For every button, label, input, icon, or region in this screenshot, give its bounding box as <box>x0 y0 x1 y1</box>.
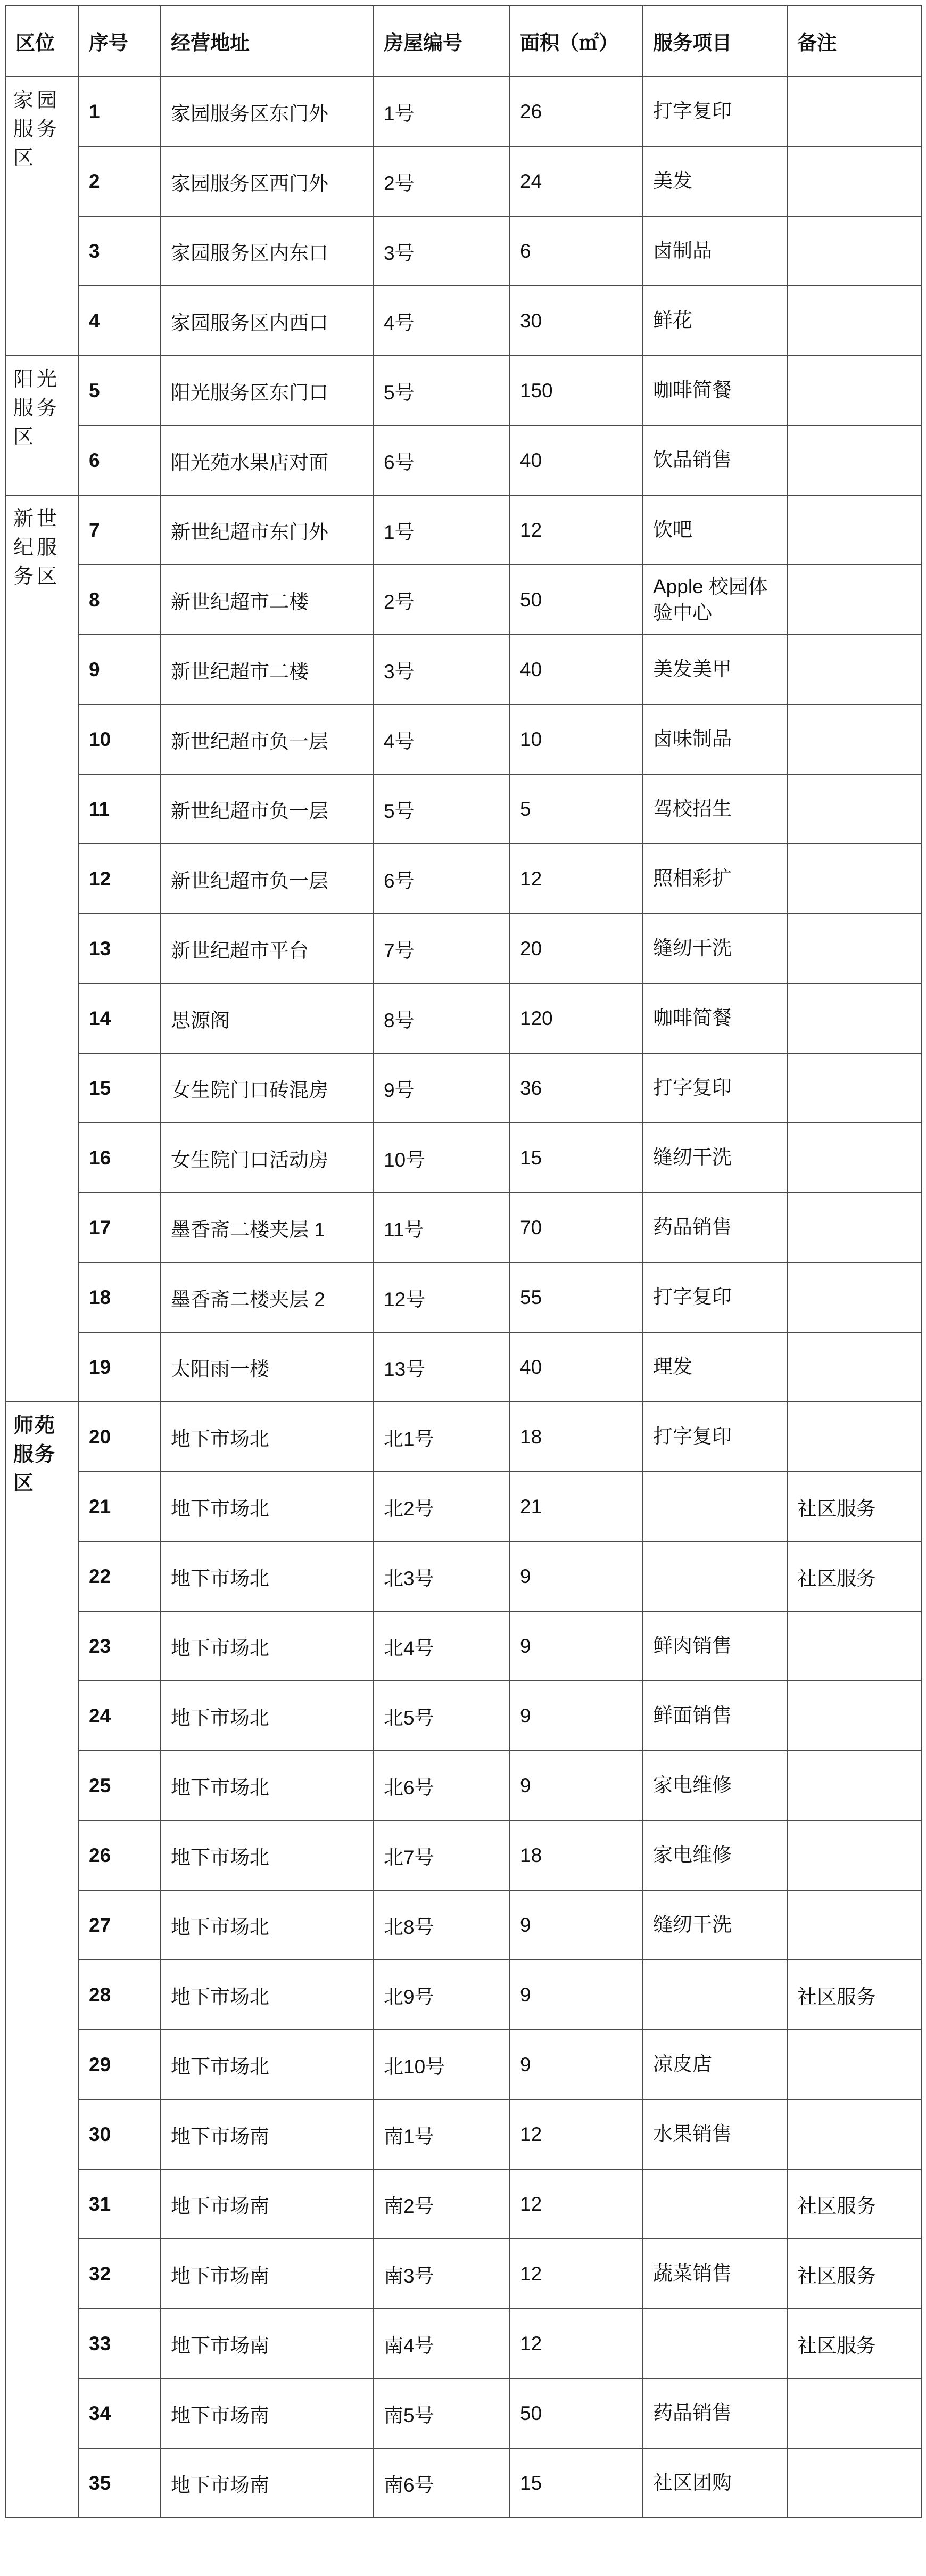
room-cell: 北4号 <box>374 1611 510 1681</box>
room-cell: 7号 <box>374 914 510 983</box>
area-cell: 6 <box>510 216 643 286</box>
room-cell: 2号 <box>374 146 510 216</box>
area-cell: 15 <box>510 2448 643 2518</box>
room-cell: 2号 <box>374 565 510 635</box>
table-row <box>5 2239 922 2309</box>
table-row <box>5 1960 922 2030</box>
service-cell: 打字复印 <box>643 77 787 146</box>
room-cell: 北1号 <box>374 1402 510 1472</box>
area-cell: 12 <box>510 2309 643 2378</box>
note-cell <box>787 1193 922 1262</box>
area-cell: 18 <box>510 1402 643 1472</box>
note-cell <box>787 914 922 983</box>
header-seq: 序号 <box>79 5 161 77</box>
note-cell <box>787 1820 922 1890</box>
area-cell: 20 <box>510 914 643 983</box>
area-cell: 9 <box>510 1751 643 1820</box>
service-cell: 饮品销售 <box>643 425 787 495</box>
address-cell: 新世纪超市二楼 <box>161 635 374 704</box>
room-cell: 10号 <box>374 1123 510 1193</box>
note-cell <box>787 2448 922 2518</box>
seq-cell: 18 <box>79 1262 161 1332</box>
area-cell: 40 <box>510 1332 643 1402</box>
area-cell: 9 <box>510 1541 643 1611</box>
note-cell <box>787 1123 922 1193</box>
room-cell: 6号 <box>374 425 510 495</box>
service-cell: 卤制品 <box>643 216 787 286</box>
seq-cell: 13 <box>79 914 161 983</box>
seq-cell: 21 <box>79 1472 161 1541</box>
service-cell: 缝纫干洗 <box>643 1890 787 1960</box>
service-cell: 缝纫干洗 <box>643 914 787 983</box>
area-cell: 21 <box>510 1472 643 1541</box>
lease-table-container <box>5 5 922 2518</box>
room-cell: 8号 <box>374 983 510 1053</box>
seq-cell: 24 <box>79 1681 161 1751</box>
room-cell: 北7号 <box>374 1820 510 1890</box>
seq-cell: 4 <box>79 286 161 356</box>
room-cell: 北10号 <box>374 2030 510 2099</box>
lease-table <box>5 5 922 2518</box>
seq-cell: 16 <box>79 1123 161 1193</box>
room-cell: 北9号 <box>374 1960 510 2030</box>
region-cell: 阳光服务区 <box>5 356 79 495</box>
service-cell: 打字复印 <box>643 1053 787 1123</box>
area-cell: 120 <box>510 983 643 1053</box>
area-cell: 150 <box>510 356 643 425</box>
table-row <box>5 1472 922 1541</box>
seq-cell: 23 <box>79 1611 161 1681</box>
address-cell: 地下市场北 <box>161 1820 374 1890</box>
room-cell: 南3号 <box>374 2239 510 2309</box>
note-cell <box>787 286 922 356</box>
note-cell <box>787 635 922 704</box>
note-cell <box>787 2099 922 2169</box>
room-cell: 北2号 <box>374 1472 510 1541</box>
table-row <box>5 356 922 425</box>
note-cell <box>787 495 922 565</box>
header-region: 区位 <box>5 5 79 77</box>
note-cell: 社区服务 <box>787 1960 922 2030</box>
area-cell: 9 <box>510 1681 643 1751</box>
room-cell: 4号 <box>374 286 510 356</box>
table-row <box>5 1681 922 1751</box>
room-cell: 3号 <box>374 216 510 286</box>
table-row <box>5 774 922 844</box>
service-cell: 家电维修 <box>643 1820 787 1890</box>
area-cell: 70 <box>510 1193 643 1262</box>
area-cell: 18 <box>510 1820 643 1890</box>
seq-cell: 15 <box>79 1053 161 1123</box>
address-cell: 地下市场南 <box>161 2378 374 2448</box>
table-row <box>5 1262 922 1332</box>
table-row <box>5 2378 922 2448</box>
seq-cell: 28 <box>79 1960 161 2030</box>
service-cell: 打字复印 <box>643 1262 787 1332</box>
note-cell <box>787 1053 922 1123</box>
note-cell <box>787 1332 922 1402</box>
table-row <box>5 1751 922 1820</box>
table-row <box>5 216 922 286</box>
room-cell: 4号 <box>374 704 510 774</box>
note-cell <box>787 2030 922 2099</box>
table-row <box>5 2099 922 2169</box>
room-cell: 5号 <box>374 356 510 425</box>
service-cell: 鲜肉销售 <box>643 1611 787 1681</box>
seq-cell: 2 <box>79 146 161 216</box>
note-cell <box>787 146 922 216</box>
area-cell: 9 <box>510 1960 643 2030</box>
address-cell: 墨香斋二楼夹层 1 <box>161 1193 374 1262</box>
address-cell: 地下市场南 <box>161 2239 374 2309</box>
area-cell: 15 <box>510 1123 643 1193</box>
table-body <box>5 77 922 2518</box>
room-cell: 9号 <box>374 1053 510 1123</box>
address-cell: 地下市场北 <box>161 1960 374 2030</box>
header-service: 服务项目 <box>643 5 787 77</box>
room-cell: 南1号 <box>374 2099 510 2169</box>
address-cell: 墨香斋二楼夹层 2 <box>161 1262 374 1332</box>
region-cell: 新世纪服务区 <box>5 495 79 1402</box>
address-cell: 家园服务区内东口 <box>161 216 374 286</box>
address-cell: 地下市场北 <box>161 1402 374 1472</box>
table-row <box>5 914 922 983</box>
seq-cell: 5 <box>79 356 161 425</box>
room-cell: 南4号 <box>374 2309 510 2378</box>
address-cell: 阳光苑水果店对面 <box>161 425 374 495</box>
note-cell: 社区服务 <box>787 2169 922 2239</box>
note-cell <box>787 1402 922 1472</box>
seq-cell: 32 <box>79 2239 161 2309</box>
area-cell: 12 <box>510 2239 643 2309</box>
area-cell: 36 <box>510 1053 643 1123</box>
note-cell <box>787 983 922 1053</box>
service-cell: Apple 校园体验中心 <box>643 565 787 635</box>
seq-cell: 11 <box>79 774 161 844</box>
note-cell <box>787 844 922 914</box>
service-cell: 缝纫干洗 <box>643 1123 787 1193</box>
address-cell: 家园服务区东门外 <box>161 77 374 146</box>
address-cell: 地下市场南 <box>161 2099 374 2169</box>
area-cell: 26 <box>510 77 643 146</box>
address-cell: 思源阁 <box>161 983 374 1053</box>
address-cell: 地下市场北 <box>161 1751 374 1820</box>
note-cell <box>787 774 922 844</box>
service-cell: 水果销售 <box>643 2099 787 2169</box>
header-note: 备注 <box>787 5 922 77</box>
service-cell: 卤味制品 <box>643 704 787 774</box>
table-row <box>5 2169 922 2239</box>
table-row <box>5 704 922 774</box>
area-cell: 24 <box>510 146 643 216</box>
table-row <box>5 1123 922 1193</box>
seq-cell: 29 <box>79 2030 161 2099</box>
service-cell: 美发美甲 <box>643 635 787 704</box>
seq-cell: 17 <box>79 1193 161 1262</box>
address-cell: 地下市场北 <box>161 1611 374 1681</box>
seq-cell: 7 <box>79 495 161 565</box>
seq-cell: 9 <box>79 635 161 704</box>
address-cell: 太阳雨一楼 <box>161 1332 374 1402</box>
table-row <box>5 425 922 495</box>
table-row <box>5 1820 922 1890</box>
note-cell: 社区服务 <box>787 2309 922 2378</box>
table-row <box>5 1611 922 1681</box>
room-cell: 5号 <box>374 774 510 844</box>
address-cell: 女生院门口活动房 <box>161 1123 374 1193</box>
room-cell: 北3号 <box>374 1541 510 1611</box>
area-cell: 9 <box>510 1611 643 1681</box>
room-cell: 12号 <box>374 1262 510 1332</box>
area-cell: 40 <box>510 635 643 704</box>
service-cell: 鲜面销售 <box>643 1681 787 1751</box>
address-cell: 地下市场南 <box>161 2169 374 2239</box>
note-cell <box>787 1611 922 1681</box>
table-row <box>5 77 922 146</box>
address-cell: 新世纪超市负一层 <box>161 704 374 774</box>
area-cell: 55 <box>510 1262 643 1332</box>
area-cell: 12 <box>510 2169 643 2239</box>
note-cell <box>787 704 922 774</box>
service-cell: 蔬菜销售 <box>643 2239 787 2309</box>
service-cell <box>643 2309 787 2378</box>
note-cell: 社区服务 <box>787 2239 922 2309</box>
service-cell: 咖啡简餐 <box>643 356 787 425</box>
room-cell: 北5号 <box>374 1681 510 1751</box>
service-cell: 饮吧 <box>643 495 787 565</box>
service-cell: 照相彩扩 <box>643 844 787 914</box>
note-cell <box>787 2378 922 2448</box>
note-cell <box>787 356 922 425</box>
table-row <box>5 2448 922 2518</box>
address-cell: 女生院门口砖混房 <box>161 1053 374 1123</box>
room-cell: 1号 <box>374 77 510 146</box>
room-cell: 6号 <box>374 844 510 914</box>
table-row <box>5 1541 922 1611</box>
seq-cell: 26 <box>79 1820 161 1890</box>
seq-cell: 10 <box>79 704 161 774</box>
room-cell: 南5号 <box>374 2378 510 2448</box>
seq-cell: 27 <box>79 1890 161 1960</box>
area-cell: 30 <box>510 286 643 356</box>
area-cell: 9 <box>510 2030 643 2099</box>
note-cell <box>787 1751 922 1820</box>
header-address: 经营地址 <box>161 5 374 77</box>
service-cell: 美发 <box>643 146 787 216</box>
table-row <box>5 1332 922 1402</box>
note-cell: 社区服务 <box>787 1472 922 1541</box>
table-row <box>5 2309 922 2378</box>
service-cell: 药品销售 <box>643 1193 787 1262</box>
note-cell <box>787 1681 922 1751</box>
seq-cell: 8 <box>79 565 161 635</box>
service-cell: 鲜花 <box>643 286 787 356</box>
address-cell: 新世纪超市东门外 <box>161 495 374 565</box>
service-cell <box>643 1960 787 2030</box>
area-cell: 40 <box>510 425 643 495</box>
table-row <box>5 844 922 914</box>
table-row <box>5 1193 922 1262</box>
region-cell: 家园服务区 <box>5 77 79 356</box>
room-cell: 13号 <box>374 1332 510 1402</box>
service-cell: 驾校招生 <box>643 774 787 844</box>
room-cell: 南6号 <box>374 2448 510 2518</box>
table-row <box>5 1053 922 1123</box>
region-cell: 师苑服务区 <box>5 1402 79 2518</box>
note-cell: 社区服务 <box>787 1541 922 1611</box>
table-row <box>5 146 922 216</box>
seq-cell: 33 <box>79 2309 161 2378</box>
seq-cell: 20 <box>79 1402 161 1472</box>
header-area: 面积（㎡） <box>510 5 643 77</box>
note-cell <box>787 1890 922 1960</box>
address-cell: 地下市场北 <box>161 1472 374 1541</box>
seq-cell: 3 <box>79 216 161 286</box>
seq-cell: 25 <box>79 1751 161 1820</box>
header-row <box>5 5 922 77</box>
area-cell: 50 <box>510 565 643 635</box>
room-cell: 1号 <box>374 495 510 565</box>
table-row <box>5 635 922 704</box>
service-cell: 凉皮店 <box>643 2030 787 2099</box>
area-cell: 12 <box>510 844 643 914</box>
area-cell: 12 <box>510 2099 643 2169</box>
address-cell: 新世纪超市平台 <box>161 914 374 983</box>
address-cell: 家园服务区西门外 <box>161 146 374 216</box>
header-room: 房屋编号 <box>374 5 510 77</box>
room-cell: 北8号 <box>374 1890 510 1960</box>
address-cell: 阳光服务区东门口 <box>161 356 374 425</box>
room-cell: 北6号 <box>374 1751 510 1820</box>
address-cell: 新世纪超市负一层 <box>161 774 374 844</box>
service-cell: 打字复印 <box>643 1402 787 1472</box>
area-cell: 10 <box>510 704 643 774</box>
service-cell <box>643 1472 787 1541</box>
service-cell: 咖啡简餐 <box>643 983 787 1053</box>
area-cell: 12 <box>510 495 643 565</box>
room-cell: 3号 <box>374 635 510 704</box>
area-cell: 5 <box>510 774 643 844</box>
note-cell <box>787 216 922 286</box>
room-cell: 南2号 <box>374 2169 510 2239</box>
seq-cell: 35 <box>79 2448 161 2518</box>
area-cell: 50 <box>510 2378 643 2448</box>
service-cell: 药品销售 <box>643 2378 787 2448</box>
table-row <box>5 1890 922 1960</box>
table-row <box>5 2030 922 2099</box>
address-cell: 地下市场北 <box>161 1541 374 1611</box>
address-cell: 地下市场北 <box>161 1681 374 1751</box>
note-cell <box>787 77 922 146</box>
note-cell <box>787 1262 922 1332</box>
table-row <box>5 1402 922 1472</box>
seq-cell: 22 <box>79 1541 161 1611</box>
seq-cell: 31 <box>79 2169 161 2239</box>
table-row <box>5 565 922 635</box>
note-cell <box>787 425 922 495</box>
table-row <box>5 286 922 356</box>
seq-cell: 34 <box>79 2378 161 2448</box>
address-cell: 地下市场北 <box>161 2030 374 2099</box>
note-cell <box>787 565 922 635</box>
service-cell <box>643 1541 787 1611</box>
address-cell: 地下市场南 <box>161 2448 374 2518</box>
service-cell: 家电维修 <box>643 1751 787 1820</box>
seq-cell: 6 <box>79 425 161 495</box>
seq-cell: 19 <box>79 1332 161 1402</box>
address-cell: 家园服务区内西口 <box>161 286 374 356</box>
seq-cell: 12 <box>79 844 161 914</box>
address-cell: 地下市场北 <box>161 1890 374 1960</box>
service-cell: 社区团购 <box>643 2448 787 2518</box>
seq-cell: 1 <box>79 77 161 146</box>
seq-cell: 14 <box>79 983 161 1053</box>
service-cell: 理发 <box>643 1332 787 1402</box>
area-cell: 9 <box>510 1890 643 1960</box>
address-cell: 地下市场南 <box>161 2309 374 2378</box>
table-row <box>5 495 922 565</box>
room-cell: 11号 <box>374 1193 510 1262</box>
seq-cell: 30 <box>79 2099 161 2169</box>
address-cell: 新世纪超市二楼 <box>161 565 374 635</box>
service-cell <box>643 2169 787 2239</box>
address-cell: 新世纪超市负一层 <box>161 844 374 914</box>
table-row <box>5 983 922 1053</box>
